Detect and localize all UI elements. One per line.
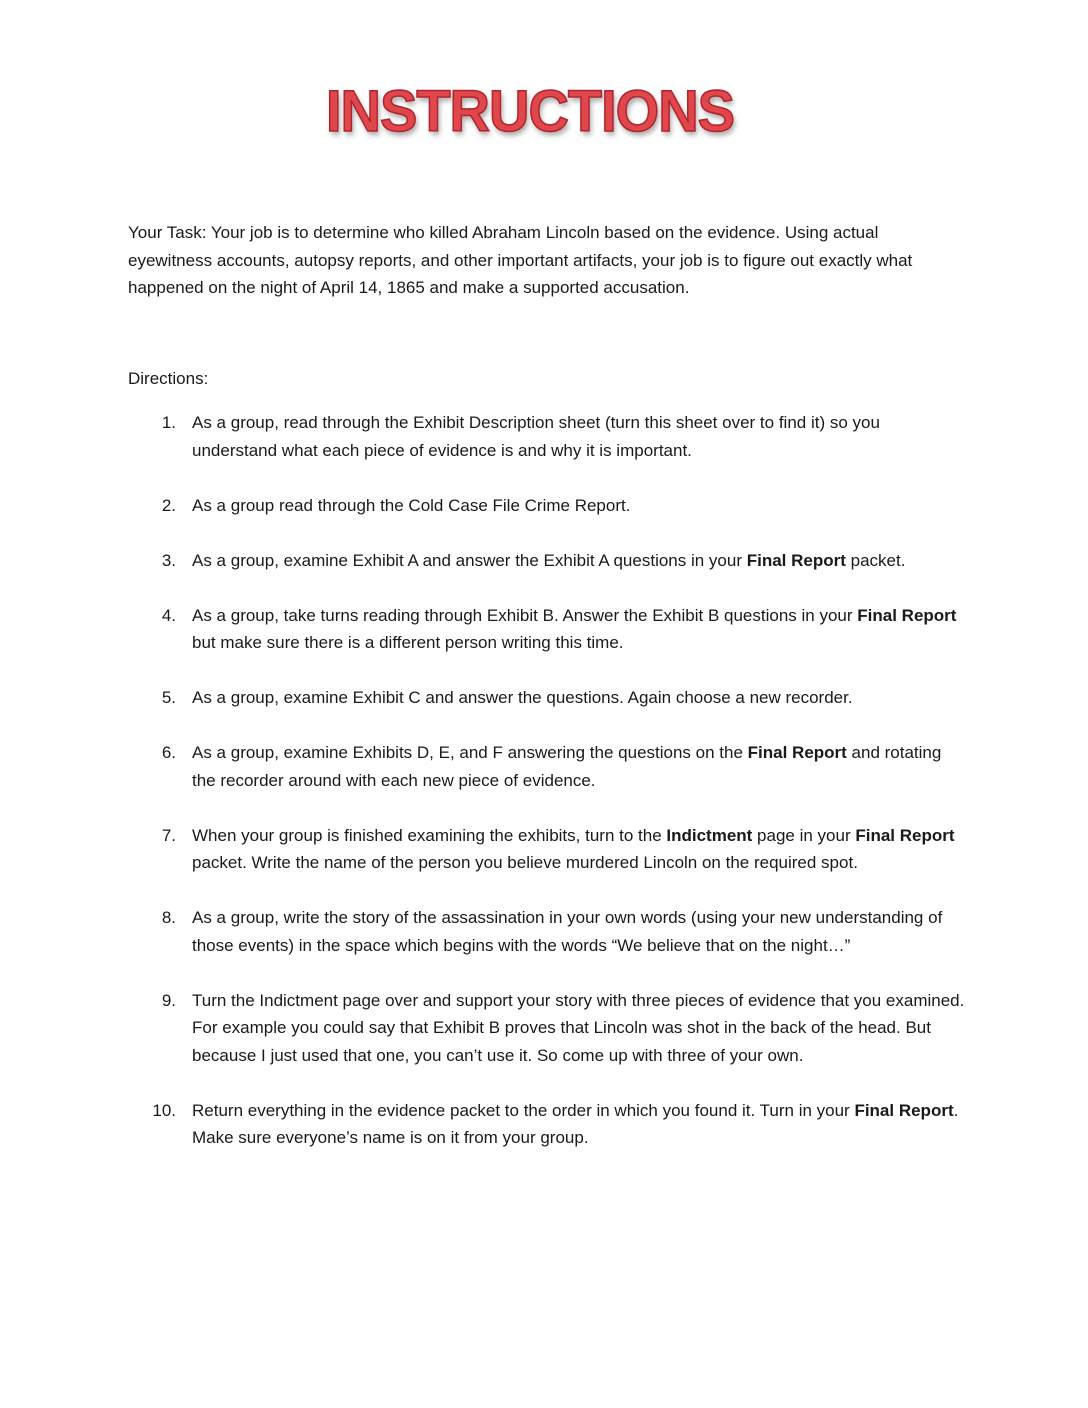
step-text-segment: As a group, examine Exhibits D, E, and F answering the questions on the <box>192 743 748 762</box>
step-number: 10. <box>152 1100 176 1120</box>
step-text-segment: As a group, take turns reading through Exhibit B. Answer the Exhibit B questions in your <box>192 605 858 625</box>
bold-term: Final Report <box>857 605 957 625</box>
step-text-segment: packet. <box>845 550 906 570</box>
direction-step <box>128 409 968 464</box>
step-text-segment: Turn the Indictment page over and support your story with three pieces of evidence that you examined. For example you could say that Exhibit B proves that Lincoln was shot in the back of the head. But because I just used that one, you can’t use it. So come up with three of your own. <box>192 990 965 1065</box>
step-number: 7. <box>161 825 176 845</box>
step-text <box>192 606 956 653</box>
bold-term: Final Report <box>747 743 847 762</box>
step-text <box>192 551 905 570</box>
task-paragraph: Your Task: Your job is to determine who killed Abraham Lincoln based on the evidence. Using actual eyewitness accounts, autopsy reports, and other important artifacts, your job is to figure out exactly what happened on the night of April 14, 1865 and make a supported accusation. <box>128 223 913 297</box>
step-text <box>192 413 880 460</box>
step-text <box>192 826 955 873</box>
step-number: 2. <box>161 495 176 515</box>
bold-term: Final Report <box>746 550 846 570</box>
step-text-segment: As a group, examine Exhibit C and answer the questions. Again choose a new recorder. <box>192 688 853 707</box>
step-text-segment: Return everything in the evidence packet to the order in which you found it. Turn in your <box>192 1100 855 1120</box>
step-text <box>192 991 964 1065</box>
direction-step <box>128 602 968 657</box>
step-number: 9. <box>161 990 176 1010</box>
step-text-segment: but make sure there is a different person writing this time. <box>192 633 624 652</box>
step-number: 4. <box>161 605 176 625</box>
bold-term: Final Report <box>854 1100 954 1120</box>
bold-term: Final Report <box>855 825 955 845</box>
step-text <box>192 908 942 955</box>
page-title: INSTRUCTIONS <box>326 77 734 144</box>
step-text <box>192 688 853 707</box>
step-number: 6. <box>161 743 176 762</box>
step-text <box>192 1101 958 1148</box>
step-number: 5. <box>161 688 176 707</box>
direction-step <box>128 987 968 1070</box>
step-text-segment: As a group read through the Cold Case File Crime Report. <box>192 495 631 515</box>
direction-step <box>128 904 968 959</box>
step-text-segment: and rotating the recorder around with each new piece of evidence. <box>192 743 942 790</box>
step-text-segment: As a group, examine Exhibit A and answer the Exhibit A questions in your <box>192 550 747 570</box>
step-text <box>192 496 630 515</box>
step-text-segment: When your group is finished examining the exhibits, turn to the <box>192 825 667 845</box>
direction-step <box>128 547 968 575</box>
bold-term: Indictment <box>666 825 753 845</box>
step-number: 3. <box>161 550 176 570</box>
direction-step <box>128 684 968 712</box>
direction-step <box>128 739 968 794</box>
direction-step <box>128 492 968 520</box>
directions-list <box>128 409 968 1179</box>
step-text <box>192 743 941 790</box>
direction-step <box>128 1097 968 1152</box>
direction-step <box>128 822 968 877</box>
step-text-segment: packet. Write the name of the person you believe murdered Lincoln on the required spot. <box>192 853 858 872</box>
step-text-segment: . Make sure everyone’s name is on it from your group. <box>192 1100 959 1147</box>
step-text-segment: As a group, read through the Exhibit Description sheet (turn this sheet over to find it) so you understand what each piece of evidence is and why it is important. <box>192 413 880 460</box>
step-text-segment: As a group, write the story of the assassination in your own words (using your new understanding of those events) in the space which begins with the words “We believe that on the night…” <box>192 908 943 955</box>
step-number: 8. <box>161 908 176 927</box>
step-text-segment: page in your <box>752 825 856 845</box>
directions-label: Directions: <box>128 369 209 388</box>
step-number: 1. <box>161 413 176 432</box>
